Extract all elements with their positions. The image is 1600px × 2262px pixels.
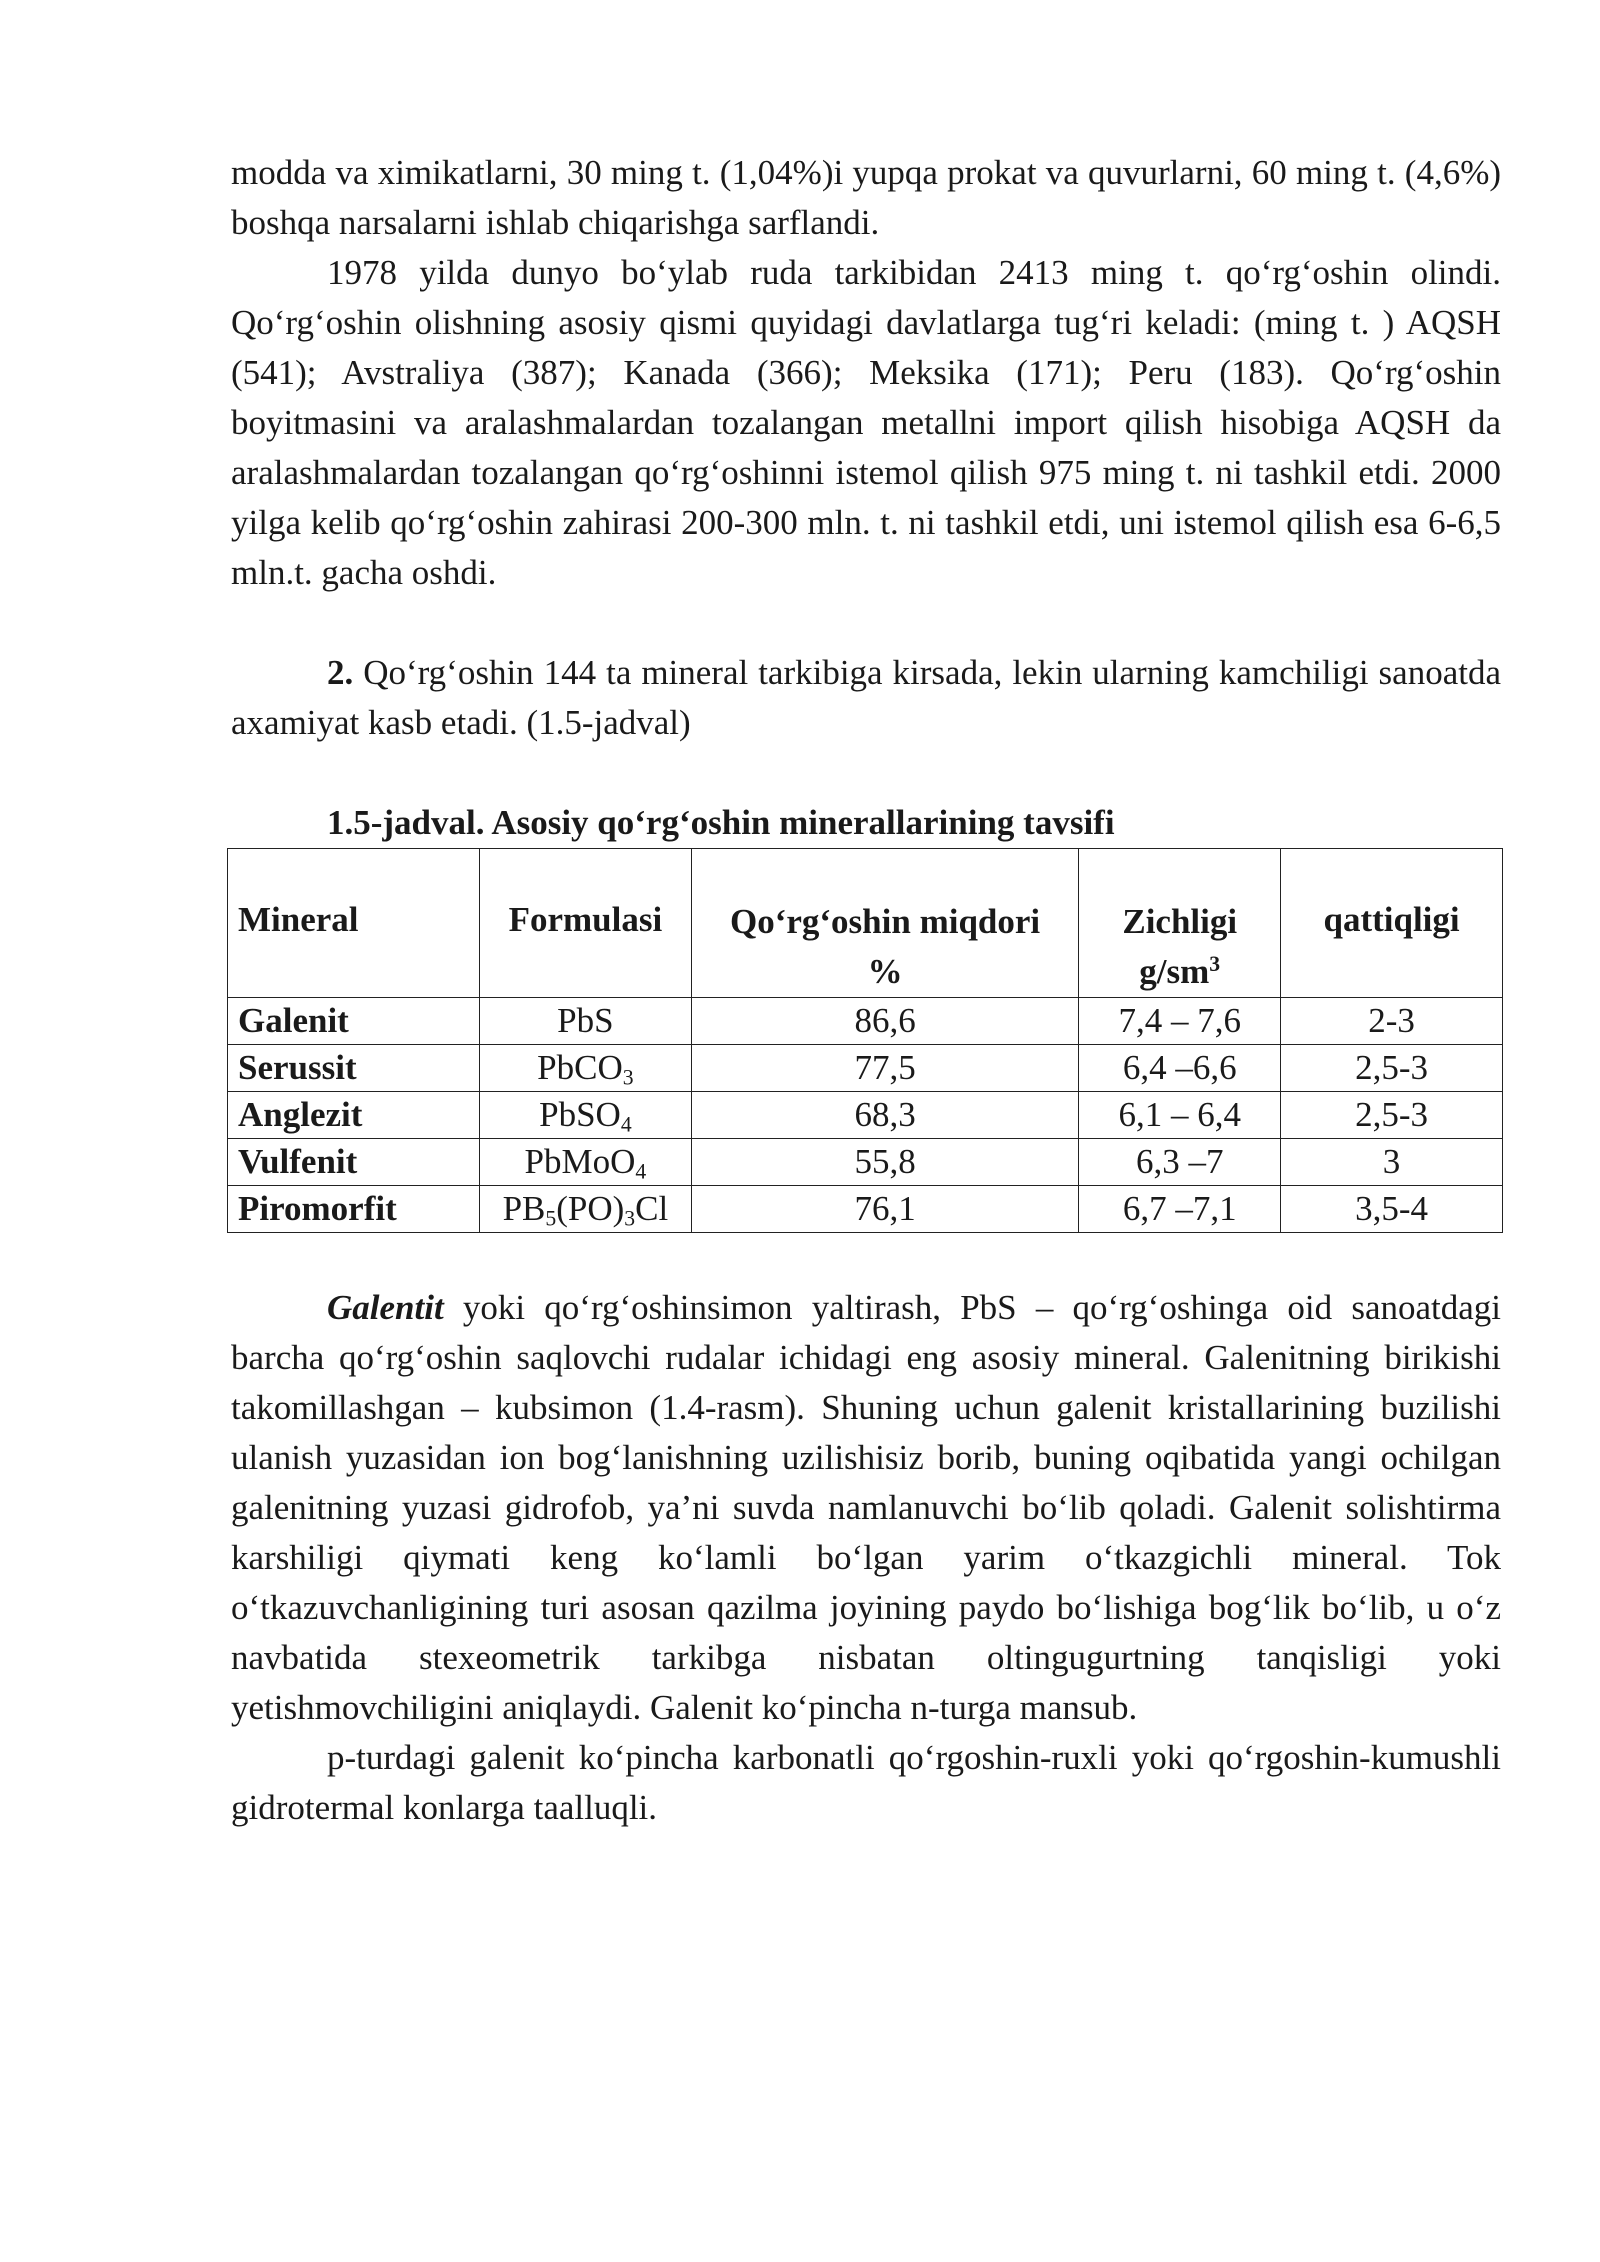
- formula-subscript: 4: [635, 1159, 647, 1184]
- cell-density: 6,4 –6,6: [1079, 1045, 1281, 1092]
- paragraph-gap: [231, 598, 1501, 648]
- cell-density: 6,1 – 6,4: [1079, 1092, 1281, 1139]
- cell-formula: [479, 998, 691, 1045]
- cell-density: 6,3 –7: [1079, 1139, 1281, 1186]
- cell-formula: [479, 1092, 691, 1139]
- cell-lead: 86,6: [691, 998, 1079, 1045]
- cell-mineral: Piromorfit: [228, 1186, 480, 1233]
- header-density: [1079, 849, 1281, 998]
- header-density-line1: Zichligi: [1122, 902, 1238, 941]
- cell-lead: 76,1: [691, 1186, 1079, 1233]
- cell-formula: [479, 1186, 691, 1233]
- paragraph-3-text: Qo‘rg‘oshin 144 ta mineral tarkibiga kirsada, lekin ularning kamchiligi sanoatda axamiyat kasb etadi. (1.5-jadval): [231, 653, 1501, 742]
- table-row: [228, 1045, 1503, 1092]
- page-content: [231, 148, 1501, 1833]
- formula-subscript: 4: [620, 1112, 632, 1137]
- cell-hardness: 2-3: [1281, 998, 1503, 1045]
- paragraph-3: [231, 648, 1501, 748]
- header-hardness: qattiqligi: [1281, 849, 1503, 998]
- cell-formula: [479, 1045, 691, 1092]
- header-lead-line1: Qo‘rg‘oshin miqdori: [729, 902, 1041, 941]
- header-lead-content: [691, 849, 1079, 998]
- header-density-unit: g/sm: [1139, 952, 1210, 991]
- cell-hardness: 3,5-4: [1281, 1186, 1503, 1233]
- cell-mineral: Serussit: [228, 1045, 480, 1092]
- cell-hardness: 3: [1281, 1139, 1503, 1186]
- paragraph-5: p-turdagi galenit ko‘pincha karbonatli qo‘rgoshin-ruxli yoki qo‘rgoshin-kumushli gidrotermal konlarga taalluqli.: [231, 1738, 1501, 1827]
- cell-hardness: 2,5-3: [1281, 1092, 1503, 1139]
- table-header-row: [228, 849, 1503, 998]
- cell-mineral: Galenit: [228, 998, 480, 1045]
- header-lead-line2: %: [867, 952, 903, 991]
- cell-lead: 77,5: [691, 1045, 1079, 1092]
- formula-part: PbSO: [539, 1095, 621, 1134]
- minerals-table: [227, 848, 1503, 1233]
- cell-hardness: 2,5-3: [1281, 1045, 1503, 1092]
- formula-part: PbS: [557, 1001, 614, 1040]
- header-density-exponent: 3: [1209, 952, 1221, 977]
- term-galentit: Galentit: [327, 1288, 444, 1327]
- formula-subscript: 5: [545, 1206, 557, 1231]
- cell-density: 7,4 – 7,6: [1079, 998, 1281, 1045]
- cell-mineral: Vulfenit: [228, 1139, 480, 1186]
- formula-part: PbMoO: [524, 1142, 636, 1181]
- formula-subscript: 3: [622, 1065, 634, 1090]
- section-number: 2.: [327, 653, 354, 692]
- cell-lead: 55,8: [691, 1139, 1079, 1186]
- header-mineral: Mineral: [228, 849, 480, 998]
- table-caption: 1.5-jadval. Asosiy qo‘rg‘oshin minerallarining tavsifi: [327, 803, 1115, 842]
- paragraph-4-text: yoki qo‘rg‘oshinsimon yaltirash, PbS – qo‘rg‘oshinga oid sanoatdagi barcha qo‘rg‘oshin saqlovchi rudalar ichidagi eng asosiy mineral. Galenitning birikishi takomillashgan – kubsimon (1.4-rasm). Shuning uchun galenit kristallarining buzilishi ulanish yuzasidan ion bog‘lanishning uzilishisiz borib, buning oqibatida yangi ochilgan galenitning yuzasi gidrofob, ya’ni suvda namlanuvchi bo‘lib qoladi. Galenit solishtirma karshiligi qiymati keng ko‘lamli bo‘lgan yarim o‘tkazgichli mineral. Tok o‘tkazuvchanligining turi asosan qazilma joyining paydo bo‘lishiga bog‘lik bo‘lib, u o‘z navbatida stexeometrik tarkibga nisbatan oltingugurtning tanqisligi yoki yetishmovchiligini aniqlaydi. Galenit ko‘pincha n-turga mansub.: [231, 1288, 1501, 1727]
- header-formula: Formulasi: [479, 849, 691, 998]
- formula-subscript: 3: [624, 1206, 636, 1231]
- cell-lead: 68,3: [691, 1092, 1079, 1139]
- paragraph-gap: [231, 1233, 1501, 1283]
- paragraph-2: 1978 yilda dunyo bo‘ylab ruda tarkibidan 2413 ming t. qo‘rg‘oshin olindi. Qo‘rg‘oshin olishning asosiy qismi quyidagi davlatlarga tug‘ri keladi: (ming t. ) AQSH (541); Avstraliya (387); Kanada (366); Meksika (171); Peru (183). Qo‘rg‘oshin boyitmasini va aralashmalardan tozalangan metallni import qilish hisobiga AQSH da aralashmalardan tozalangan qo‘rg‘oshinni istemol qilish 975 ming t. ni tashkil etdi. 2000 yilga kelib qo‘rg‘oshin zahirasi 200-300 mln. t. ni tashkil etdi, uni istemol qilish esa 6-6,5 mln.t. gacha oshdi.: [231, 253, 1501, 592]
- cell-density: 6,7 –7,1: [1079, 1186, 1281, 1233]
- paragraph-4: [231, 1283, 1501, 1733]
- cell-formula: [479, 1139, 691, 1186]
- table-row: [228, 1139, 1503, 1186]
- formula-part: Cl: [635, 1189, 669, 1228]
- table-row: [228, 1186, 1503, 1233]
- formula-part: PB: [502, 1189, 546, 1228]
- cell-mineral: Anglezit: [228, 1092, 480, 1139]
- table-row: [228, 998, 1503, 1045]
- formula-part: PbCO: [537, 1048, 623, 1087]
- formula-part: (PO): [556, 1189, 625, 1228]
- paragraph-1: modda va ximikatlarni, 30 ming t. (1,04%)i yupqa prokat va quvurlarni, 60 ming t. (4,6%) boshqa narsalarni ishlab chiqarishga sarflandi.: [231, 153, 1501, 242]
- table-row: [228, 1092, 1503, 1139]
